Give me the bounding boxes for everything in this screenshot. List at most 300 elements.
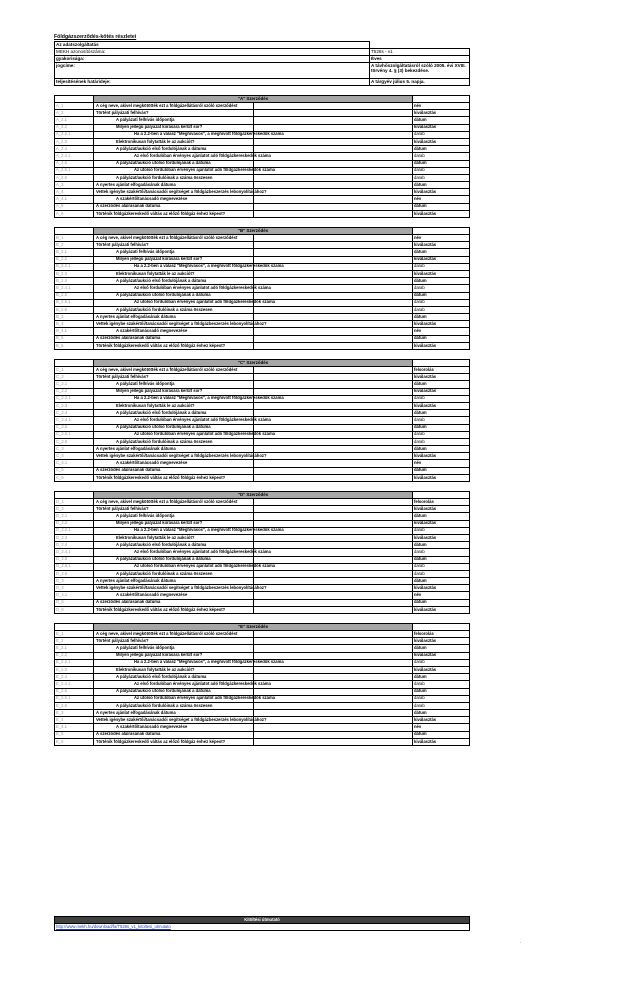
answer-cell[interactable] — [253, 182, 413, 189]
answer-cell[interactable] — [253, 335, 413, 342]
table-row — [55, 395, 470, 402]
row-code: B_2.5.1 — [55, 299, 94, 306]
table-row — [55, 263, 470, 270]
row-question: Milyen jellegű pályázat kiírására került sor? — [94, 388, 254, 395]
row-code: A_6 — [55, 210, 94, 217]
answer-cell[interactable] — [253, 103, 413, 110]
row-code: A_4 — [55, 189, 94, 196]
row-question: Az első fordulóban érvényes ajánlatot adó földgázkereskedők száma — [94, 681, 254, 688]
row-type: kiválasztás — [413, 110, 470, 117]
table-row — [55, 645, 470, 652]
table-row — [55, 585, 470, 592]
table-row — [55, 606, 470, 613]
row-question: A pályázat/aukció utolsó fordulójának a dátuma — [94, 160, 254, 167]
answer-cell[interactable] — [253, 138, 413, 145]
answer-cell[interactable] — [253, 117, 413, 124]
stray-mark: . — [520, 939, 522, 945]
row-type: dátum — [413, 292, 470, 299]
row-code: D_2.6 — [55, 570, 94, 577]
row-question: Vettek igénybe szakértői/tanácsadói segítséget a földgázbeszerzés lebonyolításához? — [94, 321, 254, 328]
row-question: A nyertes ajánlat elfogadásának dátuma — [94, 710, 254, 717]
row-type: dátum — [413, 556, 470, 563]
answer-cell[interactable] — [253, 278, 413, 285]
answer-cell[interactable] — [253, 599, 413, 606]
table-row — [55, 438, 470, 445]
header-value-legal-basis: A távhőszolgáltatásról szóló 2005. évi XVIII. törvény 4. § (3) bekezdése. — [370, 63, 470, 79]
table-row — [55, 256, 470, 263]
answer-cell[interactable] — [253, 666, 413, 673]
row-code: E_4 — [55, 717, 94, 724]
answer-cell[interactable] — [253, 570, 413, 577]
answer-cell[interactable] — [253, 410, 413, 417]
row-type: dátum — [413, 513, 470, 520]
answer-cell[interactable] — [253, 520, 413, 527]
row-question: Az utolsó fordulóban érvényes ajánlatot adó földgázkereskedők száma — [94, 563, 254, 570]
answer-cell[interactable] — [253, 438, 413, 445]
answer-cell[interactable] — [253, 674, 413, 681]
row-code: C_6 — [55, 474, 94, 481]
table-row — [55, 520, 470, 527]
table-row — [55, 131, 470, 138]
answer-cell[interactable] — [253, 160, 413, 167]
row-question: A szakértő/tanácsadó megnevezése — [94, 328, 254, 335]
row-question: Elektronikusan folytatták le az aukciót? — [94, 138, 254, 145]
row-question: A pályázat/aukció utolsó fordulójának a dátuma — [94, 688, 254, 695]
row-type: darab — [413, 395, 470, 402]
answer-cell[interactable] — [253, 189, 413, 196]
answer-cell[interactable] — [253, 285, 413, 292]
table-row — [55, 724, 470, 731]
row-question: A pályázati felhívás időpontja — [94, 249, 254, 256]
row-code: E_2.4 — [55, 674, 94, 681]
row-code: C_3 — [55, 446, 94, 453]
table-row — [55, 446, 470, 453]
row-question: A szerződés aláírásának dátuma — [94, 467, 254, 474]
row-code: B_5 — [55, 335, 94, 342]
header-value-deadline: A tárgyév július 5. napja. — [370, 79, 470, 86]
row-type: kiválasztás — [413, 374, 470, 381]
table-row — [55, 110, 470, 117]
table-row — [55, 534, 470, 541]
row-type: kiválasztás — [413, 321, 470, 328]
row-type: dátum — [413, 710, 470, 717]
table-row — [55, 570, 470, 577]
answer-cell[interactable] — [253, 417, 413, 424]
answer-cell[interactable] — [253, 270, 413, 277]
answer-cell[interactable] — [253, 585, 413, 592]
table-row — [55, 367, 470, 374]
row-question: A pályázat/aukció utolsó fordulójának a dátuma — [94, 292, 254, 299]
answer-cell[interactable] — [253, 645, 413, 652]
row-question: A pályázat/aukció első fordulójának a dátuma — [94, 542, 254, 549]
table-row — [55, 578, 470, 585]
row-code: C_4 — [55, 453, 94, 460]
row-question: A szakértő/tanácsadó megnevezése — [94, 724, 254, 731]
table-row — [55, 738, 470, 745]
row-code: D_2.1 — [55, 513, 94, 520]
answer-cell[interactable] — [253, 506, 413, 513]
table-row — [55, 513, 470, 520]
row-question: Történik földgázkereskedő váltás az előző földgáz évhez képest? — [94, 738, 254, 745]
footer-heading: Kitöltési útmutató — [55, 917, 470, 924]
answer-cell[interactable] — [253, 695, 413, 702]
row-question: A szakértő/tanácsadó megnevezése — [94, 196, 254, 203]
answer-cell[interactable] — [253, 321, 413, 328]
row-code: D_4.1 — [55, 592, 94, 599]
table-row — [55, 196, 470, 203]
table-row — [55, 417, 470, 424]
table-row — [55, 710, 470, 717]
table-row — [55, 666, 470, 673]
answer-cell[interactable] — [253, 702, 413, 709]
row-type: dátum — [413, 578, 470, 585]
answer-cell[interactable] — [253, 314, 413, 321]
row-code: A_1 — [55, 103, 94, 110]
answer-cell[interactable] — [253, 167, 413, 174]
row-code: E_6 — [55, 738, 94, 745]
answer-cell[interactable] — [253, 652, 413, 659]
answer-cell[interactable] — [253, 542, 413, 549]
header-value-id: T528s - v1 — [370, 49, 470, 56]
table-row — [55, 321, 470, 328]
answer-cell[interactable] — [253, 328, 413, 335]
row-code: B_4.1 — [55, 328, 94, 335]
row-question: Vettek igénybe szakértői/tanácsadói segítséget a földgázbeszerzés lebonyolításához? — [94, 717, 254, 724]
row-code: E_1 — [55, 631, 94, 638]
row-question: A pályázat/aukció fordulóinak a száma összesen — [94, 174, 254, 181]
header-label-frequency: gyakorisága: — [55, 56, 370, 63]
page-title: Földgázszerződés-kötés részletei — [54, 34, 137, 40]
row-code: A_5 — [55, 203, 94, 210]
answer-cell[interactable] — [253, 467, 413, 474]
row-type: darab — [413, 702, 470, 709]
contract-table — [54, 95, 470, 218]
row-type: név — [413, 592, 470, 599]
row-question: Ha a 2.2-ben a válasz "Meghívásos", a meghívott földgázkereskedők száma — [94, 131, 254, 138]
row-question: Ha a 2.2-ben a válasz "Meghívásos", a meghívott földgázkereskedők száma — [94, 263, 254, 270]
answer-cell[interactable] — [253, 402, 413, 409]
table-row — [55, 153, 470, 160]
row-code: A_3 — [55, 182, 94, 189]
answer-cell[interactable] — [253, 563, 413, 570]
row-type: dátum — [413, 182, 470, 189]
table-row — [55, 453, 470, 460]
row-question: A szakértő/tanácsadó megnevezése — [94, 460, 254, 467]
row-question: Történt pályázati felhívás? — [94, 242, 254, 249]
header-label-legal-basis: jogcíme: — [55, 63, 370, 79]
table-row — [55, 117, 470, 124]
row-code: D_1 — [55, 499, 94, 506]
row-question: A pályázati felhívás időpontja — [94, 513, 254, 520]
row-type: kiválasztás — [413, 534, 470, 541]
row-question: A pályázat/aukció fordulóinak a száma összesen — [94, 438, 254, 445]
row-type: kiválasztás — [413, 453, 470, 460]
row-code: B_2.2.1 — [55, 263, 94, 270]
row-question: Milyen jellegű pályázat kiírására került sor? — [94, 256, 254, 263]
section-title: "E" Szerződés — [94, 624, 413, 631]
row-type: darab — [413, 263, 470, 270]
row-code: C_2.6 — [55, 438, 94, 445]
table-row — [55, 292, 470, 299]
row-code: D_2.2 — [55, 520, 94, 527]
row-question: A nyertes ajánlat elfogadásának dátuma — [94, 446, 254, 453]
answer-cell[interactable] — [253, 513, 413, 520]
answer-cell[interactable] — [253, 388, 413, 395]
row-type: kiválasztás — [413, 585, 470, 592]
row-question: A pályázat/aukció fordulóinak a száma összesen — [94, 306, 254, 313]
answer-cell[interactable] — [253, 738, 413, 745]
row-code: E_2.2.1 — [55, 659, 94, 666]
answer-cell[interactable] — [253, 474, 413, 481]
table-row — [55, 174, 470, 181]
row-question: Történt pályázati felhívás? — [94, 374, 254, 381]
row-type: dátum — [413, 146, 470, 153]
row-code: B_2.3 — [55, 270, 94, 277]
row-code: E_2.5 — [55, 688, 94, 695]
row-question: A pályázati felhívás időpontja — [94, 117, 254, 124]
table-row — [55, 299, 470, 306]
row-question: A szerződés aláírásának dátuma — [94, 731, 254, 738]
table-row — [55, 681, 470, 688]
answer-cell[interactable] — [253, 153, 413, 160]
answer-cell[interactable] — [253, 256, 413, 263]
answer-cell[interactable] — [253, 549, 413, 556]
table-row — [55, 702, 470, 709]
row-question: Elektronikusan folytatták le az aukciót? — [94, 402, 254, 409]
table-row — [55, 189, 470, 196]
row-code: B_2 — [55, 242, 94, 249]
answer-cell[interactable] — [253, 196, 413, 203]
row-type: kiválasztás — [413, 210, 470, 217]
row-question: A szakértő/tanácsadó megnevezése — [94, 592, 254, 599]
row-code: D_2.2.1 — [55, 527, 94, 534]
row-type: darab — [413, 431, 470, 438]
table-row — [55, 285, 470, 292]
answer-cell[interactable] — [253, 210, 413, 217]
table-row — [55, 160, 470, 167]
row-type: darab — [413, 527, 470, 534]
row-type: dátum — [413, 381, 470, 388]
answer-cell[interactable] — [253, 299, 413, 306]
answer-cell[interactable] — [253, 203, 413, 210]
row-question: Az utolsó fordulóban érvényes ajánlatot adó földgázkereskedők száma — [94, 299, 254, 306]
row-question: A cég neve, akivel megkötötték ezt a földgázellátásról szóló szerződést — [94, 103, 254, 110]
table-row — [55, 167, 470, 174]
answer-cell[interactable] — [253, 556, 413, 563]
row-question: Ha a 2.2-ben a válasz "Meghívásos", a meghívott földgázkereskedők száma — [94, 659, 254, 666]
row-type: kiválasztás — [413, 638, 470, 645]
row-question: Elektronikusan folytatták le az aukciót? — [94, 666, 254, 673]
table-row — [55, 460, 470, 467]
row-code: E_2.1 — [55, 645, 94, 652]
table-row — [55, 182, 470, 189]
answer-cell[interactable] — [253, 731, 413, 738]
row-question: Az első fordulóban érvényes ajánlatot adó földgázkereskedők száma — [94, 417, 254, 424]
table-row — [55, 499, 470, 506]
row-code: B_2.5 — [55, 292, 94, 299]
answer-cell[interactable] — [253, 292, 413, 299]
table-row — [55, 306, 470, 313]
answer-cell[interactable] — [253, 146, 413, 153]
row-type: kiválasztás — [413, 474, 470, 481]
row-type: darab — [413, 570, 470, 577]
row-code: E_5 — [55, 731, 94, 738]
answer-cell[interactable] — [253, 453, 413, 460]
row-code: B_6 — [55, 342, 94, 349]
row-question: A pályázat/aukció utolsó fordulójának a dátuma — [94, 556, 254, 563]
answer-cell[interactable] — [253, 499, 413, 506]
answer-cell[interactable] — [253, 631, 413, 638]
row-code: A_2.3 — [55, 138, 94, 145]
contract-table — [54, 359, 470, 482]
answer-cell[interactable] — [253, 174, 413, 181]
answer-cell[interactable] — [253, 534, 413, 541]
row-question: A pályázat/aukció első fordulójának a dátuma — [94, 674, 254, 681]
table-row — [55, 242, 470, 249]
answer-cell[interactable] — [253, 381, 413, 388]
table-row — [55, 556, 470, 563]
row-question: Milyen jellegű pályázat kiírására került sor? — [94, 124, 254, 131]
row-question: A cég neve, akivel megkötötték ezt a földgázellátásról szóló szerződést — [94, 235, 254, 242]
row-type: név — [413, 103, 470, 110]
row-type: darab — [413, 131, 470, 138]
row-code: B_2.1 — [55, 249, 94, 256]
row-question: A szerződés aláírásának dátuma — [94, 599, 254, 606]
table-row — [55, 388, 470, 395]
row-type: kiválasztás — [413, 666, 470, 673]
table-row — [55, 342, 470, 349]
row-question: A nyertes ajánlat elfogadásának dátuma — [94, 182, 254, 189]
row-code: C_2.2.1 — [55, 395, 94, 402]
row-question: A pályázati felhívás időpontja — [94, 381, 254, 388]
row-type: kiválasztás — [413, 520, 470, 527]
row-code: C_2.4.1 — [55, 417, 94, 424]
row-type: kiválasztás — [413, 256, 470, 263]
table-row — [55, 659, 470, 666]
row-code: D_2 — [55, 506, 94, 513]
row-code: D_2.4.1 — [55, 549, 94, 556]
section-title: "D" Szerződés — [94, 492, 413, 499]
row-code: A_2.4.1 — [55, 153, 94, 160]
answer-cell[interactable] — [253, 110, 413, 117]
row-code: B_2.4.1 — [55, 285, 94, 292]
answer-cell[interactable] — [253, 235, 413, 242]
answer-cell[interactable] — [253, 578, 413, 585]
row-type: kiválasztás — [413, 388, 470, 395]
answer-cell[interactable] — [253, 431, 413, 438]
row-type: kiválasztás — [413, 342, 470, 349]
row-code: A_2.2.1 — [55, 131, 94, 138]
row-type: dátum — [413, 467, 470, 474]
row-question: Az első fordulóban érvényes ajánlatot adó földgázkereskedők száma — [94, 285, 254, 292]
row-type: dátum — [413, 314, 470, 321]
row-type: dátum — [413, 335, 470, 342]
row-question: A pályázati felhívás időpontja — [94, 645, 254, 652]
row-question: A pályázat/aukció utolsó fordulójának a dátuma — [94, 424, 254, 431]
row-type: kiválasztás — [413, 606, 470, 613]
answer-cell[interactable] — [253, 710, 413, 717]
row-question: Az első fordulóban érvényes ajánlatot adó földgázkereskedők száma — [94, 549, 254, 556]
table-row — [55, 631, 470, 638]
row-type: darab — [413, 563, 470, 570]
answer-cell[interactable] — [253, 249, 413, 256]
row-type: felsorolás — [413, 367, 470, 374]
answer-cell[interactable] — [253, 688, 413, 695]
answer-cell[interactable] — [253, 446, 413, 453]
answer-cell[interactable] — [253, 606, 413, 613]
row-code: A_2.5 — [55, 160, 94, 167]
row-question: A pályázat/aukció fordulóinak a száma összesen — [94, 702, 254, 709]
footer — [54, 916, 470, 931]
row-type: darab — [413, 306, 470, 313]
header-label-deadline: teljesítésének határideje: — [55, 79, 370, 86]
row-question: Az utolsó fordulóban érvényes ajánlatot adó földgázkereskedők száma — [94, 167, 254, 174]
answer-cell[interactable] — [253, 124, 413, 131]
row-code: E_2.3 — [55, 666, 94, 673]
row-question: A pályázat/aukció fordulóinak a száma összesen — [94, 570, 254, 577]
table-row — [55, 592, 470, 599]
row-code: E_2.5.1 — [55, 695, 94, 702]
answer-cell[interactable] — [253, 367, 413, 374]
table-row — [55, 381, 470, 388]
answer-cell[interactable] — [253, 592, 413, 599]
row-code: D_2.5.1 — [55, 563, 94, 570]
row-type: név — [413, 235, 470, 242]
row-type: kiválasztás — [413, 242, 470, 249]
table-row — [55, 103, 470, 110]
answer-cell[interactable] — [253, 681, 413, 688]
row-code: A_2 — [55, 110, 94, 117]
row-question: A pályázat/aukció első fordulójának a dátuma — [94, 410, 254, 417]
table-row — [55, 674, 470, 681]
answer-cell[interactable] — [253, 424, 413, 431]
footer-link[interactable]: http://www.mekh.hu/download/fa/T528s_v1_kitoltesi_utmutato — [55, 924, 470, 931]
answer-cell[interactable] — [253, 724, 413, 731]
row-question: A szerződés aláírásának dátuma — [94, 203, 254, 210]
table-row — [55, 717, 470, 724]
answer-cell[interactable] — [253, 306, 413, 313]
table-row — [55, 203, 470, 210]
row-question: Az utolsó fordulóban érvényes ajánlatot adó földgázkereskedők száma — [94, 695, 254, 702]
row-code: C_2 — [55, 374, 94, 381]
row-type: darab — [413, 549, 470, 556]
row-question: Történik földgázkereskedő váltás az előző földgáz évhez képest? — [94, 210, 254, 217]
table-row — [55, 210, 470, 217]
row-type: darab — [413, 695, 470, 702]
row-code: D_3 — [55, 578, 94, 585]
row-code: E_4.1 — [55, 724, 94, 731]
row-type: darab — [413, 438, 470, 445]
row-question: A cég neve, akivel megkötötték ezt a földgázellátásról szóló szerződést — [94, 631, 254, 638]
row-code: C_2.2 — [55, 388, 94, 395]
answer-cell[interactable] — [253, 342, 413, 349]
row-question: Milyen jellegű pályázat kiírására került sor? — [94, 520, 254, 527]
row-type: kiválasztás — [413, 506, 470, 513]
answer-cell[interactable] — [253, 717, 413, 724]
answer-cell[interactable] — [253, 460, 413, 467]
row-type: kiválasztás — [413, 402, 470, 409]
row-type: kiválasztás — [413, 652, 470, 659]
answer-cell[interactable] — [253, 374, 413, 381]
table-row — [55, 249, 470, 256]
answer-cell[interactable] — [253, 638, 413, 645]
answer-cell[interactable] — [253, 242, 413, 249]
row-type: dátum — [413, 731, 470, 738]
row-code: C_2.5 — [55, 424, 94, 431]
row-code: A_2.2 — [55, 124, 94, 131]
row-question: Történik földgázkereskedő váltás az előző földgáz évhez képest? — [94, 342, 254, 349]
row-type: dátum — [413, 542, 470, 549]
